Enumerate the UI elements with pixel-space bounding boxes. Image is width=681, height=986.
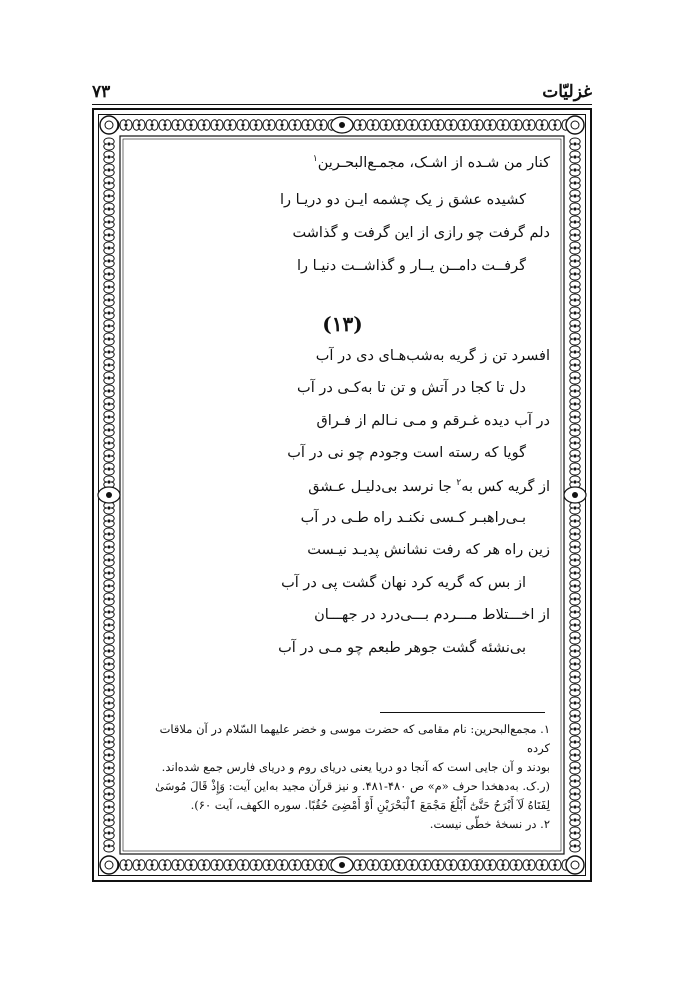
ornament-motif [570, 294, 580, 306]
ornament-motif [104, 502, 114, 514]
ornament-motif [104, 658, 114, 670]
footnote-mark: ۱ [312, 154, 318, 164]
verse-line: گرفــت دامــن یــار و گذاشــت دنیـا را [297, 258, 526, 274]
verse-line: کشیده عشق ز یک چشمه ایـن دو دریـا را [279, 192, 526, 208]
ornament-motif [549, 860, 561, 870]
ornament-motif [104, 307, 114, 319]
ornament-motif [570, 775, 580, 787]
ornament-motif [570, 528, 580, 540]
ornament-motif [104, 450, 114, 462]
ornament-motif [570, 437, 580, 449]
ornament-motif [536, 120, 548, 130]
ornament-motif [104, 164, 114, 176]
ornament-motif [570, 242, 580, 254]
ornament-motif [570, 684, 580, 696]
ornament-motif [570, 255, 580, 267]
ornament-motif [570, 411, 580, 423]
ornament-motif [104, 710, 114, 722]
ornament-motif [570, 840, 580, 852]
ornament-motif [104, 372, 114, 384]
ornament-motif [419, 120, 431, 130]
ornament-motif [536, 860, 548, 870]
ornament-motif [523, 860, 535, 870]
ornament-motif [570, 164, 580, 176]
ornament-motif [104, 801, 114, 813]
ornament-motif [570, 619, 580, 631]
ornament-motif [104, 593, 114, 605]
ornament-motif [406, 860, 418, 870]
ornament-motif [276, 860, 288, 870]
ornament-motif [393, 120, 405, 130]
ornament-motif [570, 307, 580, 319]
ornament-motif [104, 840, 114, 852]
ornament-motif [570, 762, 580, 774]
ornament-motif [104, 671, 114, 683]
ornament-motif [570, 476, 580, 488]
ornament-motif [104, 554, 114, 566]
ornament-motif [367, 860, 379, 870]
ornament-motif [198, 860, 210, 870]
ornament-motif [104, 177, 114, 189]
verse-line: کنار من شـده از اشـک، مجمـع‌البحـرین$^۱$ [312, 154, 550, 171]
ornament-motif [104, 333, 114, 345]
ornament-motif [339, 862, 345, 868]
ornament-motif [566, 116, 584, 134]
ornament-motif [104, 606, 114, 618]
verse-line: در آب دیده غـرقم و مـی نـالم از فـراق [316, 413, 550, 429]
poem-number: (۱۳) [322, 312, 363, 336]
ornament-motif [570, 281, 580, 293]
verse-line: گویا که رسته است وجودم چو نی در آب [287, 445, 526, 461]
footnote-line: بودند و آن جایی است که آنجا دو دریا یعنی دریای روم و دریای فارس جمع شده‌اند. [161, 760, 550, 774]
footnote-line: ۲. در نسخهٔ خطّی نیست. [429, 817, 550, 831]
ornament-motif [263, 120, 275, 130]
ornament-motif [198, 120, 210, 130]
ornament-motif [104, 762, 114, 774]
footnotes [135, 720, 550, 834]
ornament-motif [570, 645, 580, 657]
ornament-motif [237, 860, 249, 870]
ornament-motif [570, 606, 580, 618]
ornament-motif [104, 788, 114, 800]
ornament-motif [570, 788, 580, 800]
ornament-motif [224, 120, 236, 130]
ornament-motif [354, 860, 366, 870]
ornament-motif [211, 860, 223, 870]
ornament-motif [570, 203, 580, 215]
ornament-motif [276, 120, 288, 130]
ornament-motif [133, 860, 145, 870]
ornament-motif [104, 294, 114, 306]
ornament-motif [432, 860, 444, 870]
ornament-motif [570, 333, 580, 345]
ornament-motif [570, 359, 580, 371]
ornament-motif [570, 814, 580, 826]
ornament-motif [570, 268, 580, 280]
ornament-motif [185, 120, 197, 130]
footnote-line: (ر.ک. به‌دهخدا حرف «م» ص ۴۸۰-۴۸۱. و نیز قرآن مجید به‌این آیت: وَإِذْ قَالَ مُوسَىٰ [155, 779, 550, 793]
ornament-motif [315, 120, 327, 130]
ornament-motif [159, 120, 171, 130]
ornament-motif [572, 492, 578, 498]
ornament-motif [104, 216, 114, 228]
footnote-rule [380, 712, 545, 713]
ornament-motif [549, 120, 561, 130]
ornament-motif [570, 372, 580, 384]
ornament-motif [104, 320, 114, 332]
ornament-motif [380, 860, 392, 870]
verse-line: زین راه هر که رفت نشانش پدیـد نیـست [307, 542, 550, 558]
ornament-motif [289, 120, 301, 130]
ornament-motif [523, 120, 535, 130]
ornament-motif [133, 120, 145, 130]
verse-line: از گریه کس به$^۲$ جا نرسد بی‌دلیـل عـشق [308, 478, 550, 495]
ornament-motif [339, 122, 345, 128]
verse-line: بـی‌راهبـر کـسی نکنـد راه طـی در آب [300, 510, 526, 526]
ornament-motif [250, 120, 262, 130]
ornament-motif [104, 138, 114, 150]
ornament-motif [367, 120, 379, 130]
ornament-motif [104, 619, 114, 631]
ornament-motif [289, 860, 301, 870]
ornament-motif [484, 120, 496, 130]
ornament-motif [570, 515, 580, 527]
ornament-motif [570, 580, 580, 592]
ornament-motif [570, 697, 580, 709]
ornament-motif [106, 492, 112, 498]
ornament-motif [419, 860, 431, 870]
ornament-motif [104, 632, 114, 644]
ornament-motif [570, 320, 580, 332]
ornament-motif [570, 541, 580, 553]
ornament-motif [406, 120, 418, 130]
ornament-motif [104, 424, 114, 436]
ornament-motif [104, 723, 114, 735]
ornament-motif [471, 860, 483, 870]
ornament-motif [354, 120, 366, 130]
ornament-motif [104, 528, 114, 540]
ornament-motif [570, 827, 580, 839]
ornament-motif [570, 736, 580, 748]
page-number: ۷۳ [92, 82, 111, 102]
page-header [92, 82, 592, 104]
ornament-motif [172, 120, 184, 130]
ornament-motif [570, 385, 580, 397]
ornament-motif [445, 120, 457, 130]
ornament-motif [570, 190, 580, 202]
ornament-motif [211, 120, 223, 130]
footnote-mark: ۲ [456, 478, 462, 488]
ornament-motif [104, 268, 114, 280]
ornament-motif [104, 515, 114, 527]
verse-line: از بس که گریه کرد نهان گشت پی در آب [281, 575, 526, 591]
ornament-motif [104, 437, 114, 449]
verse-line: بی‌نشئه گشت جوهر طبعم چو مـی در آب [278, 640, 526, 656]
ornament-motif [471, 120, 483, 130]
ornament-motif [570, 450, 580, 462]
ornament-motif [104, 398, 114, 410]
ornament-motif [570, 723, 580, 735]
ornament-motif [104, 567, 114, 579]
ornament-motif [570, 801, 580, 813]
ornament-motif [104, 541, 114, 553]
ornament-motif [570, 749, 580, 761]
ornament-motif [146, 120, 158, 130]
ornament-motif [570, 593, 580, 605]
ornament-motif [380, 120, 392, 130]
ornament-motif [570, 632, 580, 644]
footnote-line: لِفَتَاهُ لَآ أَبْرَحُ حَتَّىٰٓ أَبْلُغَ مَجْمَعَ ٱلْبَحْرَيْنِ أَوْ أَمْضِىَ حُقُبًا. سوره الکهف، آیت ۶۰). [190, 798, 550, 812]
ornament-motif [570, 671, 580, 683]
ornament-motif [104, 827, 114, 839]
ornament-motif [172, 860, 184, 870]
ornament-motif [302, 860, 314, 870]
ornament-motif [104, 203, 114, 215]
ornament-motif [104, 281, 114, 293]
ornament-motif [570, 502, 580, 514]
ornament-motif [104, 463, 114, 475]
ornament-motif [510, 120, 522, 130]
ornament-motif [566, 856, 584, 874]
ornament-motif [120, 120, 132, 130]
ornament-motif [104, 385, 114, 397]
ornament-motif [104, 476, 114, 488]
ornament-motif [104, 684, 114, 696]
ornament-motif [497, 860, 509, 870]
verse-line: دلم گرفت چو رازی از این گرفت و گذاشت [292, 225, 550, 241]
ornament-motif [159, 860, 171, 870]
ornament-motif [100, 856, 118, 874]
ornament-motif [104, 346, 114, 358]
ornament-motif [104, 242, 114, 254]
ornament-motif [104, 411, 114, 423]
ornament-motif [100, 116, 118, 134]
ornament-motif [497, 120, 509, 130]
ornament-motif [237, 120, 249, 130]
ornament-motif [570, 138, 580, 150]
ornament-motif [104, 697, 114, 709]
verse-line: از اخـــتلاط مـــردم بـــی‌درد در جهـــان [314, 607, 550, 623]
ornament-motif [570, 424, 580, 436]
ornament-motif [445, 860, 457, 870]
ornament-motif [570, 216, 580, 228]
ornament-motif [104, 151, 114, 163]
ornament-motif [146, 860, 158, 870]
ornament-motif [570, 710, 580, 722]
ornament-motif [120, 860, 132, 870]
ornament-motif [458, 120, 470, 130]
running-title: غزلیّات [542, 82, 592, 102]
ornament-motif [104, 580, 114, 592]
ornament-motif [458, 860, 470, 870]
ornament-motif [570, 346, 580, 358]
ornament-motif [570, 567, 580, 579]
ornament-motif [104, 229, 114, 241]
ornament-motif [484, 860, 496, 870]
ornament-motif [185, 860, 197, 870]
ornament-motif [224, 860, 236, 870]
ornament-motif [570, 151, 580, 163]
ornament-motif [570, 658, 580, 670]
verse-line: دل تا کجا در آتش و تن تا به‌کـی در آب [297, 380, 526, 396]
ornament-motif [250, 860, 262, 870]
ornament-motif [570, 177, 580, 189]
verse-line: افسرد تن ز گریه به‌شب‌هـای دی در آب [315, 348, 550, 364]
ornament-motif [104, 190, 114, 202]
ornament-motif [315, 860, 327, 870]
ornament-motif [104, 645, 114, 657]
ornament-motif [104, 775, 114, 787]
ornament-motif [104, 255, 114, 267]
ornament-motif [104, 814, 114, 826]
header-rule [92, 104, 592, 105]
ornament-motif [570, 229, 580, 241]
ornament-motif [104, 749, 114, 761]
ornament-motif [510, 860, 522, 870]
ornament-motif [570, 398, 580, 410]
ornament-motif [393, 860, 405, 870]
ornament-motif [104, 359, 114, 371]
ornament-motif [104, 736, 114, 748]
ornament-motif [302, 120, 314, 130]
ornament-motif [570, 463, 580, 475]
footnote-line: ۱. مجمع‌البحرین: نام مقامی که حضرت موسی و خضر علیهما السّلام در آن ملاقات کرده [159, 722, 550, 755]
ornament-motif [432, 120, 444, 130]
ornament-motif [263, 860, 275, 870]
ornament-motif [570, 554, 580, 566]
